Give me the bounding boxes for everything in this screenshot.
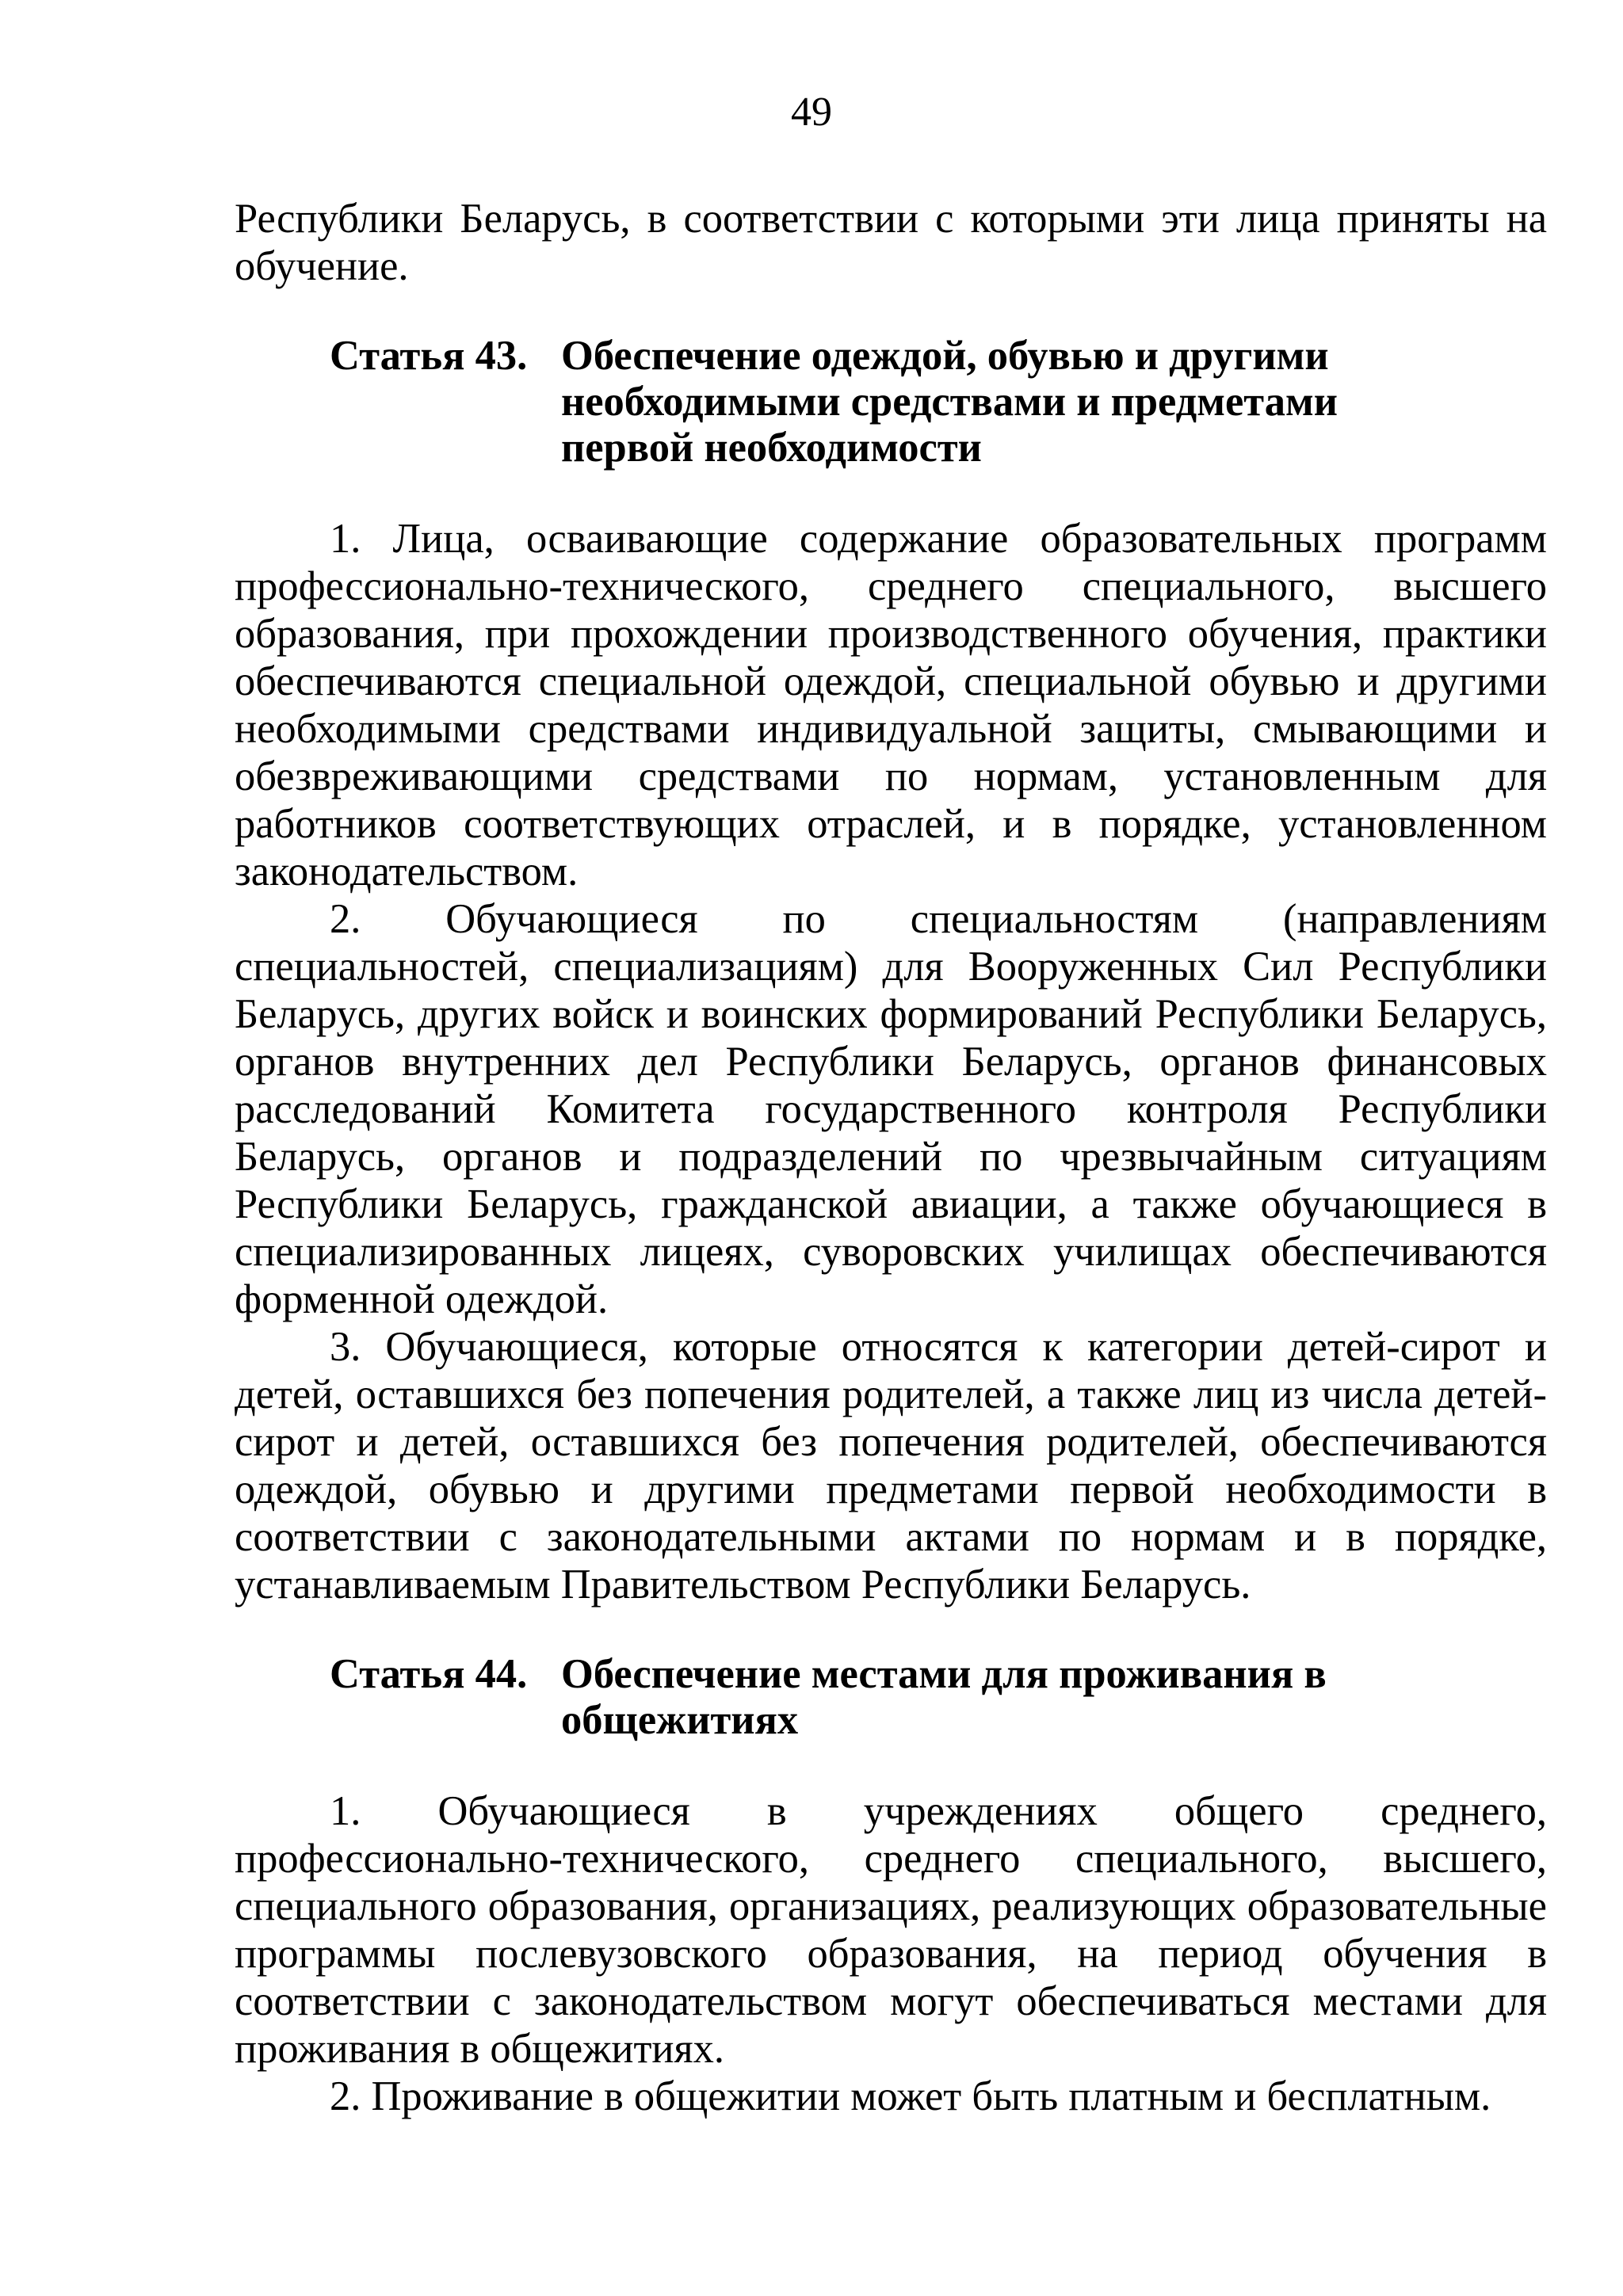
article-title: Обеспечение одеждой, обувью и другими необходимыми средствами и предметами первой необходимости	[561, 333, 1338, 471]
article-44-paragraph-1: 1. Обучающиеся в учреждениях общего среднего, профессионально-технического, среднего специального, высшего, специального образования, организациях, реализующих образовательные программы послевузовского образования, на период обучения в соответствии с законодательством могут обеспечиваться местами для проживания в общежитиях.	[235, 1788, 1547, 2072]
article-heading-44	[235, 1651, 1547, 1743]
article-43-paragraph-1: 1. Лица, осваивающие содержание образовательных программ профессионально-технического, среднего специального, высшего образования, при прохождении производственного обучения, практики обеспечиваются специальной одеждой, специальной обувью и другими необходимыми средствами индивидуальной защиты, смывающими и обезвреживающими средствами по нормам, установленным для работников соответствующих отраслей, и в порядке, установленном законодательством.	[235, 516, 1547, 894]
article-heading-43	[235, 333, 1547, 471]
article-label: Статья 44.	[330, 1651, 528, 1697]
page-content	[235, 195, 1547, 2120]
intro-paragraph: Республики Беларусь, в соответствии с которыми эти лица приняты на обучение.	[235, 196, 1547, 289]
article-title: Обеспечение местами для проживания в общежитиях	[561, 1651, 1327, 1743]
article-label: Статья 43.	[330, 333, 528, 379]
article-43-paragraph-3: 3. Обучающиеся, которые относятся к категории детей-сирот и детей, оставшихся без попечения родителей, а также лиц из числа детей-сирот и детей, оставшихся без попечения родителей, обеспечиваются одеждой, обувью и другими предметами первой необходимости в соответствии с законодательными актами по нормам и в порядке, устанавливаемым Правительством Республики Беларусь.	[235, 1324, 1547, 1608]
article-43-paragraph-2: 2. Обучающиеся по специальностям (направлениям специальностей, специализациям) для Вооруженных Сил Республики Беларусь, других войск и воинских формирований Республики Беларусь, органов внутренних дел Республики Беларусь, органов финансовых расследований Комитета государственного контроля Республики Беларусь, органов и подразделений по чрезвычайным ситуациям Республики Беларусь, гражданской авиации, а также обучающиеся в специализированных лицеях, суворовских училищах обеспечиваются форменной одеждой.	[235, 896, 1547, 1322]
article-44-paragraph-2: 2. Проживание в общежитии может быть платным и бесплатным.	[330, 2073, 1491, 2119]
page-number: 49	[791, 90, 832, 135]
